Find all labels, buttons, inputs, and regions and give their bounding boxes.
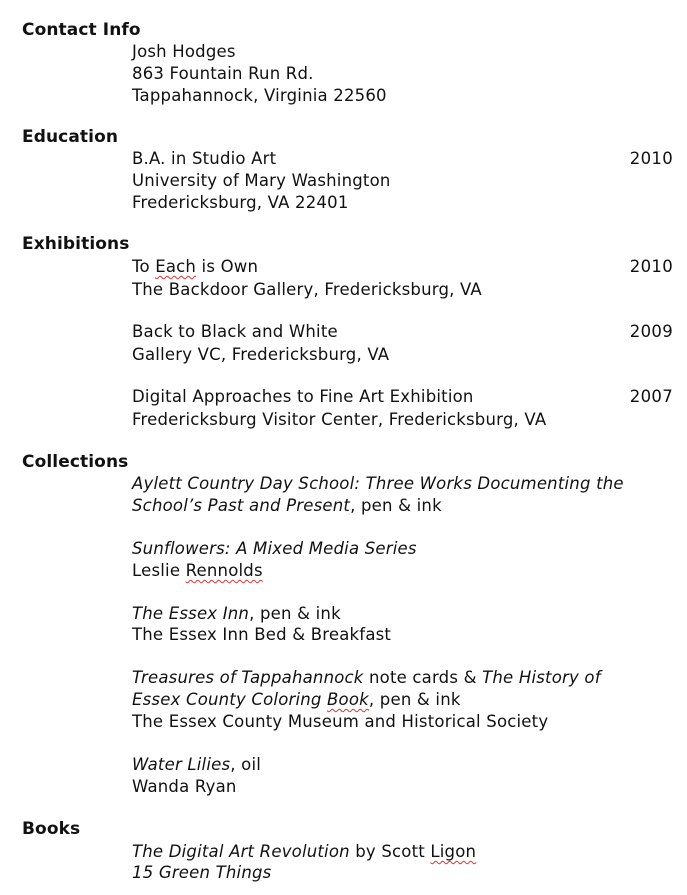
spellcheck-word[interactable]: Rennolds xyxy=(185,561,263,580)
education-degree: B.A. in Studio Art xyxy=(132,149,277,168)
spellcheck-word[interactable]: Ligon xyxy=(430,842,477,861)
collection-title: Sunflowers: A Mixed Media Series xyxy=(132,539,417,558)
exhibition-title: To Each is Own xyxy=(132,257,259,276)
collection-title: Water Lilies, oil xyxy=(132,755,262,774)
collection-title: The Essex Inn, pen & ink xyxy=(132,604,341,623)
contact-street: 863 Fountain Run Rd. xyxy=(132,64,314,83)
exhibition-title: Back to Black and White xyxy=(132,322,338,341)
collection-title-cont: School’s Past and Present, pen & ink xyxy=(132,496,442,515)
exhibition-title: Digital Approaches to Fine Art Exhibition xyxy=(132,387,474,406)
spellcheck-word[interactable]: Each xyxy=(155,257,197,276)
collection-owner: Leslie Rennolds xyxy=(132,561,263,580)
collection-owner: The Essex Inn Bed & Breakfast xyxy=(132,625,392,644)
exhibitions-heading: Exhibitions xyxy=(22,234,130,254)
education-school: University of Mary Washington xyxy=(132,171,391,190)
education-location: Fredericksburg, VA 22401 xyxy=(132,193,349,212)
books-heading: Books xyxy=(22,819,81,839)
spellcheck-word[interactable]: Book xyxy=(327,690,369,709)
education-heading: Education xyxy=(22,127,119,147)
contact-city: Tappahannock, Virginia 22560 xyxy=(132,86,387,105)
collection-title: Treasures of Tappahannock note cards & The History of xyxy=(132,668,601,687)
contact-name: Josh Hodges xyxy=(132,42,236,61)
book-entry: 15 Green Things xyxy=(132,863,272,882)
education-year: 2010 xyxy=(629,149,673,168)
collections-heading: Collections xyxy=(22,452,129,472)
collection-title-cont: Essex County Coloring Book, pen & ink xyxy=(132,690,461,709)
exhibition-year: 2010 xyxy=(629,257,673,276)
collection-title: Aylett Country Day School: Three Works Documenting the xyxy=(132,474,624,493)
contact-info-heading: Contact Info xyxy=(22,20,141,40)
exhibition-venue: Gallery VC, Fredericksburg, VA xyxy=(132,345,390,364)
exhibition-year: 2007 xyxy=(629,387,673,406)
exhibition-venue: The Backdoor Gallery, Fredericksburg, VA xyxy=(132,280,482,299)
book-entry: The Digital Art Revolution by Scott Ligon xyxy=(132,842,477,861)
exhibition-year: 2009 xyxy=(629,322,673,341)
collection-owner: The Essex County Museum and Historical Society xyxy=(132,712,549,731)
exhibition-venue: Fredericksburg Visitor Center, Fredericksburg, VA xyxy=(132,410,547,429)
collection-owner: Wanda Ryan xyxy=(132,777,237,796)
